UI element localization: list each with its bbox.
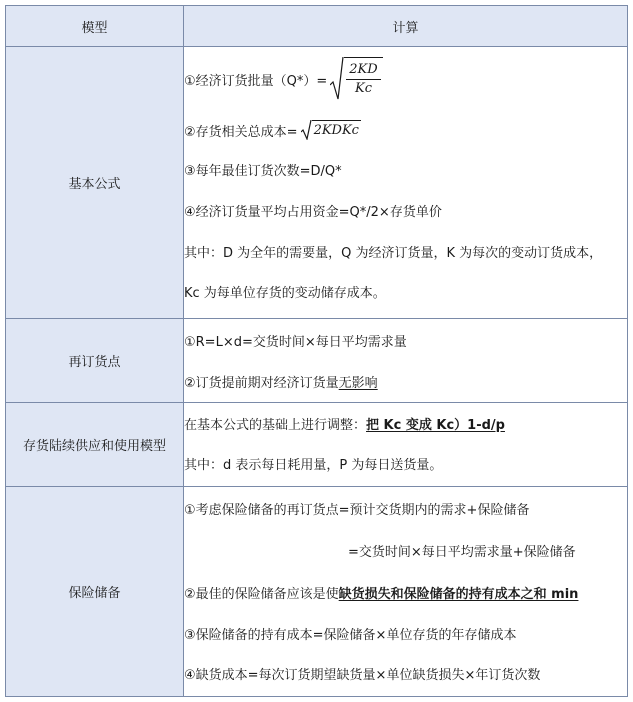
emphasis-text: 把 Kc 变成 Kc）1-d/p — [366, 417, 505, 433]
calc-line: ①考虑保险储备的再订货点=预计交货期内的需求+保险储备 — [184, 502, 530, 518]
calc-line: ②订货提前期对经济订货量 无影响 — [184, 361, 627, 401]
calc-line: 其中：D 为全年的需要量，Q 为经济订货量，K 为每次的变动订货成本， — [184, 245, 603, 261]
calc-line: ①经济订货批量（Q*）= $\frac{2KD}{Kc}$ — [184, 47, 627, 111]
table-row — [6, 47, 628, 319]
calc-line: ①R=L×d=交货时间×每日平均需求量 — [184, 334, 407, 350]
calc-line: ④经济订货量平均占用资金=Q*/2×存货单价 — [184, 204, 442, 220]
header-row — [6, 6, 628, 47]
calc-line: ④缺货成本=每次订货期望缺货量×单位缺货损失×年订货次数 — [184, 667, 541, 683]
calc-line: ③保险储备的持有成本=保险储备×单位存货的年存储成本 — [184, 627, 517, 643]
model-continuous-supply: 存货陆续供应和使用模型 — [6, 403, 184, 487]
model-safety-stock: 保险储备 — [6, 487, 184, 697]
header-calc: 计算 — [184, 6, 628, 47]
emphasis-text: 无影响 — [338, 375, 378, 391]
sqrt-sign-icon — [330, 57, 344, 101]
calc-continuous-supply — [184, 403, 628, 487]
model-reorder-point: 再订货点 — [6, 319, 184, 403]
calc-line: 其中：d 表示每日耗用量，P 为每日送货量。 — [184, 457, 443, 473]
sqrt-sign-icon — [301, 120, 312, 140]
calc-line: =交货时间×每日平均需求量+保险储备 — [348, 544, 576, 560]
table-row — [6, 487, 628, 697]
total-cost-formula: 2KDKc — [301, 120, 361, 140]
table-row — [6, 403, 628, 487]
header-model: 模型 — [6, 6, 184, 47]
calc-line: ②最佳的保险储备应该是使 缺货损失和保险储备的持有成本之和 min — [184, 571, 627, 613]
calc-line: ③每年最佳订货次数=D/Q* — [184, 163, 342, 179]
table-row — [6, 319, 628, 403]
calc-line: 在基本公式的基础上进行调整： 把 Kc 变成 Kc）1-d/p — [184, 403, 627, 443]
calc-line: ②存货相关总成本= 2KDKc — [184, 111, 627, 149]
calc-line: Kc 为每单位存货的变动储存成本。 — [184, 285, 386, 301]
model-basic-formula: 基本公式 — [6, 47, 184, 319]
calc-reorder-point — [184, 319, 628, 403]
calc-safety-stock — [184, 487, 628, 697]
emphasis-text: 缺货损失和保险储备的持有成本之和 min — [338, 586, 579, 602]
calc-basic-formula — [184, 47, 628, 319]
eoq-formula: $\frac{2KD}{Kc}$ — [330, 57, 382, 101]
inventory-model-table — [5, 5, 628, 697]
